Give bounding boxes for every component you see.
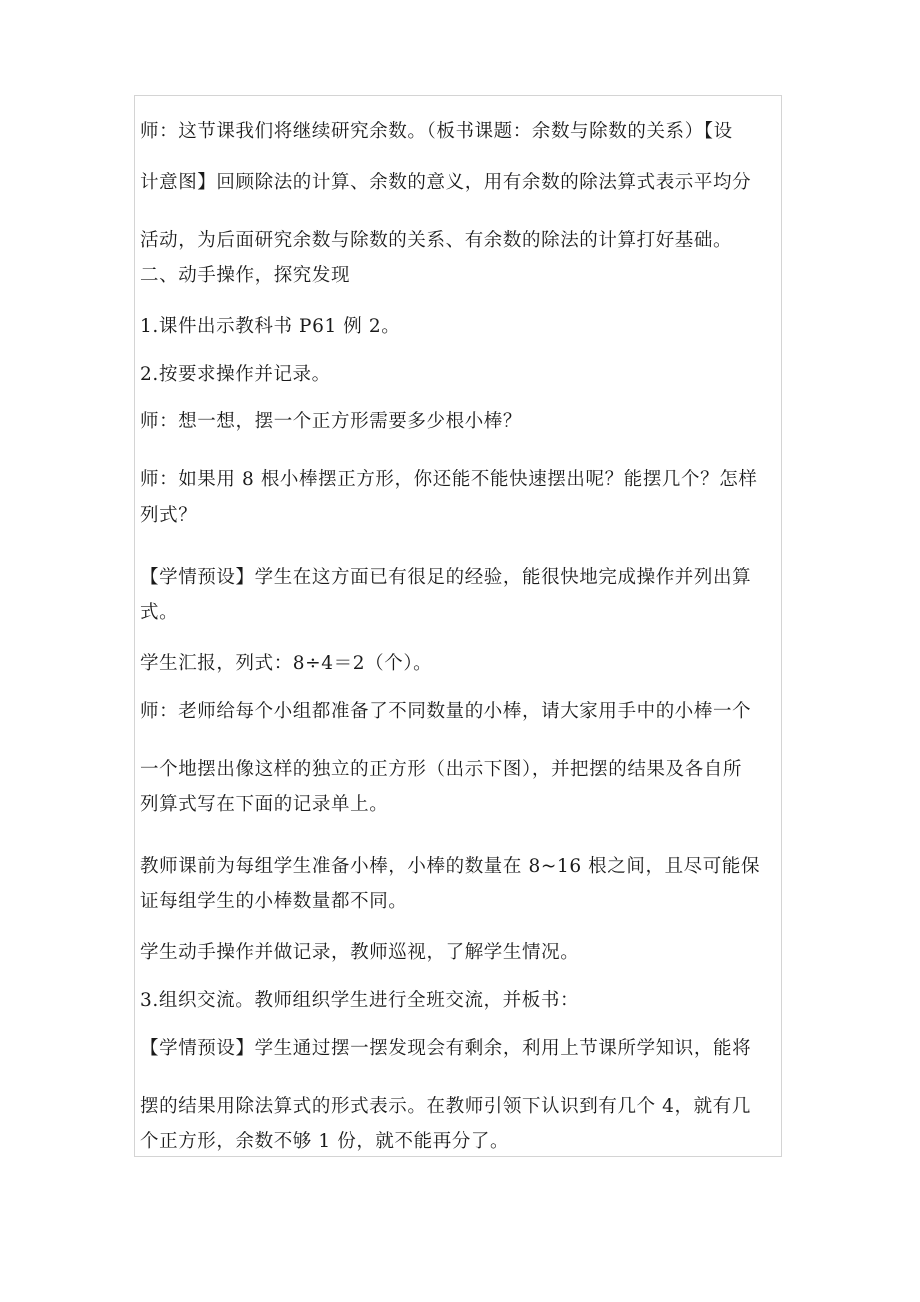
text-line: 证每组学生的小棒数量都不同。 <box>140 891 408 912</box>
text-line: 列式？ <box>140 505 198 526</box>
text-line: 教师课前为每组学生准备小棒，小棒的数量在 8~16 根之间，且尽可能保 <box>140 856 761 877</box>
text-line: 学生汇报，列式：8÷4＝2（个）。 <box>140 653 433 674</box>
text-line: 摆的结果用除法算式的形式表示。在教师引领下认识到有几个 4，就有几 <box>140 1096 751 1117</box>
text-line: 一个地摆出像这样的独立的正方形（出示下图），并把摆的结果及各自所 <box>140 759 742 780</box>
text-line: 【学情预设】学生在这方面已有很足的经验，能很快地完成操作并列出算 <box>140 567 752 588</box>
text-line: 师：想一想，摆一个正方形需要多少根小棒？ <box>140 411 523 432</box>
text-line: 1.课件出示教科书 P61 例 2。 <box>140 316 401 337</box>
text-line: 列算式写在下面的记录单上。 <box>140 794 389 815</box>
text-line: 3.组织交流。教师组织学生进行全班交流，并板书： <box>140 990 580 1011</box>
text-line: 【学情预设】学生通过摆一摆发现会有剩余，利用上节课所学知识，能将 <box>140 1038 752 1059</box>
text-line: 活动，为后面研究余数与除数的关系、有余数的除法的计算打好基础。 <box>140 230 733 251</box>
text-line: 师：老师给每个小组都准备了不同数量的小棒，请大家用手中的小棒一个 <box>140 701 752 722</box>
text-line: 学生动手操作并做记录，教师巡视，了解学生情况。 <box>140 942 580 963</box>
text-line: 师：这节课我们将继续研究余数。（板书课题：余数与除数的关系）【设 <box>140 121 733 142</box>
text-line: 计意图】回顾除法的计算、余数的意义，用有余数的除法算式表示平均分 <box>140 172 752 193</box>
text-line: 式。 <box>140 602 179 623</box>
text-line: 2.按要求操作并记录。 <box>140 364 331 385</box>
text-line: 个正方形，余数不够 1 份，就不能再分了。 <box>140 1131 510 1152</box>
text-line: 师：如果用 8 根小棒摆正方形，你还能不能快速摆出呢？能摆几个？怎样 <box>140 469 758 490</box>
section-heading: 二、动手操作，探究发现 <box>140 265 351 286</box>
